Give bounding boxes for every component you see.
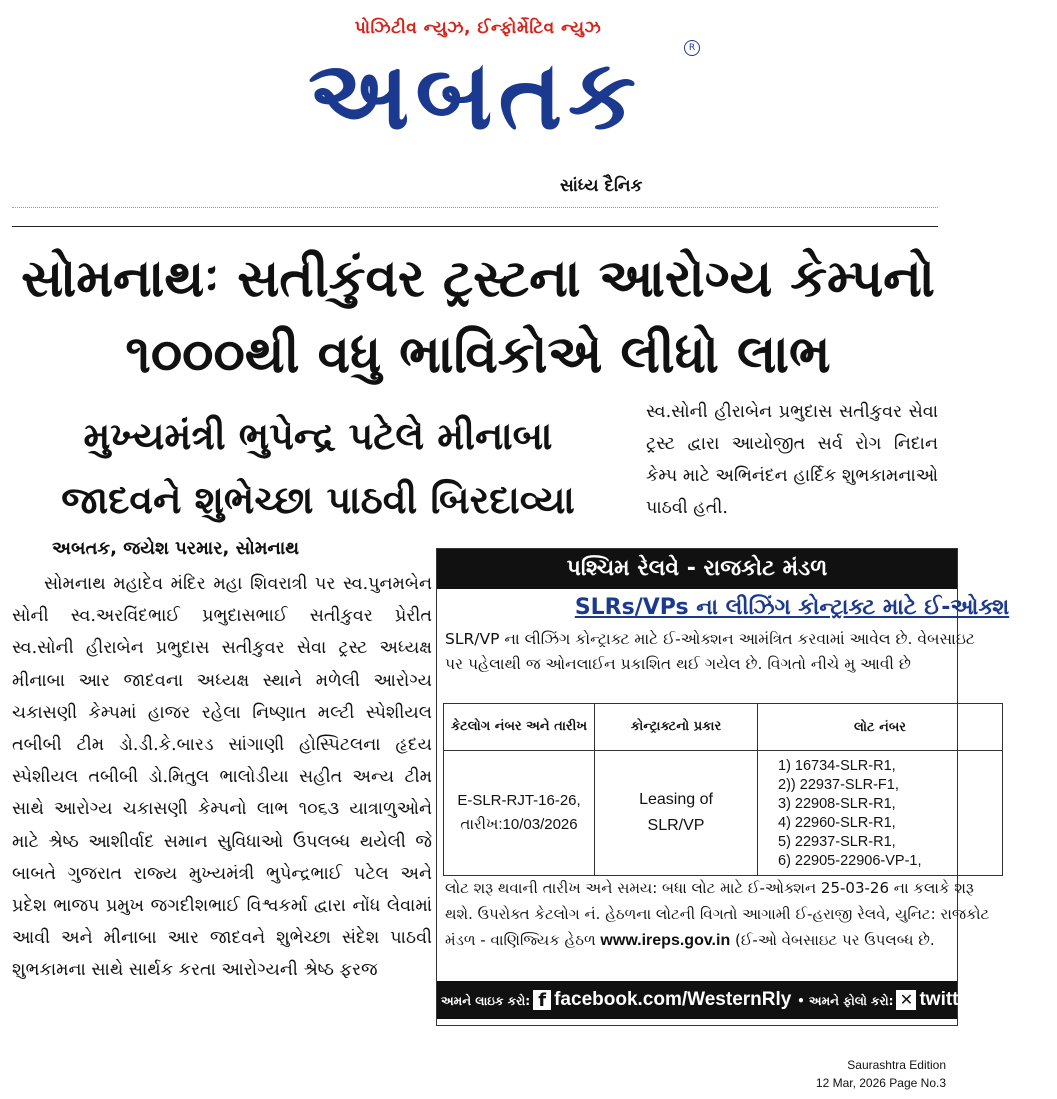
page-footer <box>816 1056 946 1092</box>
catalog-date: તારીખ:10/03/2026 <box>460 816 578 833</box>
registered-mark-icon: R <box>684 40 700 56</box>
ad-footer-post: (ઈ-ઓ વેબસાઇટ પર ઉપલબ્ધ છે. <box>730 931 935 949</box>
lot-item: 3) 22908-SLR-R1, <box>778 796 896 812</box>
facebook-icon: f <box>533 990 551 1010</box>
ad-title: SLRs/VPs ના લીઝિંગ કોન્ટ્રાક્ટ માટે ઈ-ઓક્શ <box>574 595 1010 620</box>
masthead-logo <box>250 40 700 160</box>
headline-line-2: ૧૦૦૦થી વધુ ભાવિકોએ લીધો લાભ <box>125 325 831 385</box>
section-divider <box>12 226 938 227</box>
ad-header: પશ્ચિમ રેલવે - રાજકોટ મંડળ <box>437 549 957 589</box>
lot-item: 4) 22960-SLR-R1, <box>778 815 896 831</box>
ireps-link[interactable]: www.ireps.gov.in <box>600 932 731 949</box>
lot-table <box>443 703 1003 876</box>
logo-text: અબતક <box>308 39 642 151</box>
social-bar <box>437 981 1003 1019</box>
twitter-link[interactable]: twitter.co <box>919 989 1003 1010</box>
masthead-tagline: પોઝિટીવ ન્યુઝ, ઈન્ફોર્મેટિવ ન્યુઝ <box>354 18 602 38</box>
lot-item: 1) 16734-SLR-R1, <box>778 758 896 774</box>
ad-footer-pre: લોટ શરૂ થવાની તારીખ અને સમય: બધા લોટ માટે ઈ-ઓક્શન 25-03-26 ના કલાકે શરૂ થશે. ઉપરોક્ત કેટલોગ નં. હેઠળના લોટની વિગતો આગામી ઈ-હરાજી રેલવે, યુનિટ: રાજકોટ મંડળ - વાણિજ્યિક હેઠળ <box>445 879 990 949</box>
contract-type-line-1: Leasing of <box>639 791 713 808</box>
lot-item: 5) 22937-SLR-R1, <box>778 834 896 850</box>
x-twitter-icon: ✕ <box>896 990 916 1010</box>
edition-type: સાંધ્ય દૈનિક <box>560 176 643 196</box>
article-body: સોમનાથ મહાદેવ મંદિર મહા શિવરાત્રી પર સ્વ.પુનમબેન સોની સ્વ.અરવિંદભાઈ પ્રભુદાસભાઈ સતીકુવર પ્રેરીત સ્વ.સોની હીરાબેન પ્રભુદાસ સતીકુવર સેવા ટ્રસ્ટ અધ્યક્ષ મીનાબા આર જાદવના અધ્યક્ષ સ્થાને મળેલી આરોગ્ય ચકાસણી કેમ્પમાં હાજર રહેલા નિષ્ણાત મલ્ટી સ્પેશીયલ તબીબી ટીમ ડો.ડી.કે.બારડ સાંગાણી હોસ્પિટલના હૃદય સ્પેશીયલ તબીબી ડો.મિતુલ ભાલોડીયા સહીત અન્ય ટીમ સાથે આરોગ્ય ચકાસણી કેમ્પનો લાભ ૧૦૬૩ યાત્રાળુઓને માટે શ્રેષ્ઠ આશીર્વાદ સમાન સુવિધાઓ ઉપલબ્ધ થયેલી જે બાબતે ગુજરાત રાજ્ય મુખ્યમંત્રી ભુપેન્દ્રભાઈ પટેલ અને પ્રદેશ ભાજપ પ્રમુખ જગદીશભાઈ વિશ્વકર્મા દ્વારા નોંધ લેવામાં આવી અને મીનાબા આર જાદવને શુભેચ્છા સંદેશ પાઠવી શુભકામના સાથે સાર્થક કરતા આરોગ્યની શ્રેષ્ઠ ફરજ <box>12 574 432 981</box>
contract-type-line-2: SLR/VP <box>647 817 705 834</box>
cell-contract-type <box>595 751 758 876</box>
railway-advertisement <box>436 548 1010 1026</box>
like-label: અમને લાઇક કરો: <box>441 994 531 1008</box>
side-blurb: સ્વ.સોની હીરાબેન પ્રભુદાસ સતીકુવર સેવા ટ્રસ્ટ દ્વારા આયોજીત સર્વ રોગ નિદાન કેમ્પ માટે અભિનંદન હાર્દિક શુભકામનાઓ પાઠવી હતી. <box>646 402 938 518</box>
lot-item: 6) 22905-22906-VP-1, <box>778 853 922 869</box>
lot-item: 2)) 22937-SLR-F1, <box>778 777 899 793</box>
facebook-link[interactable]: facebook.com/WesternRly <box>554 989 792 1010</box>
col-catalog: કેટલોગ નંબર અને તારીખ <box>444 704 595 751</box>
date-page: 12 Mar, 2026 Page No.3 <box>815 1076 946 1090</box>
follow-label: • અમને ફોલો કરો: <box>797 994 894 1008</box>
top-rule <box>12 207 938 226</box>
ad-intro: SLR/VP ના લીઝિંગ કોન્ટ્રાક્ટ માટે ઈ-ઓક્શન આમંત્રિત કરવામાં આવેલ છે. વેબસાઇટ પર પહેલાથી જ ઓનલાઈન પ્રકાશિત થઈ ગયેલ છે. વિગતો નીચે મુ આવી છે <box>445 630 975 673</box>
catalog-number: E-SLR-RJT-16-26, <box>457 792 581 809</box>
ad-footer-text <box>445 875 1005 954</box>
table-header-row <box>444 704 1003 751</box>
headline-line-1: સોમનાથઃ સતીકુંવર ટ્રસ્ટના આરોગ્ય કેમ્પનો <box>21 249 935 309</box>
cell-catalog <box>444 751 595 876</box>
cell-lots <box>758 751 1003 876</box>
col-lot-number: લોટ નંબર <box>758 704 1003 751</box>
subheadline-line-1: મુખ્યમંત્રી ભુપેન્દ્ર પટેલે મીનાબા <box>83 414 553 458</box>
byline: અબતક, જયેશ પરમાર, સોમનાથ <box>52 538 300 559</box>
subheadline-line-2: જાદવને શુભેચ્છા પાઠવી બિરદાવ્યા <box>61 478 575 522</box>
col-contract-type: કોન્ટ્રાક્ટનો પ્રકાર <box>595 704 758 751</box>
table-row <box>444 751 1003 876</box>
edition-name: Saurashtra Edition <box>847 1058 946 1072</box>
